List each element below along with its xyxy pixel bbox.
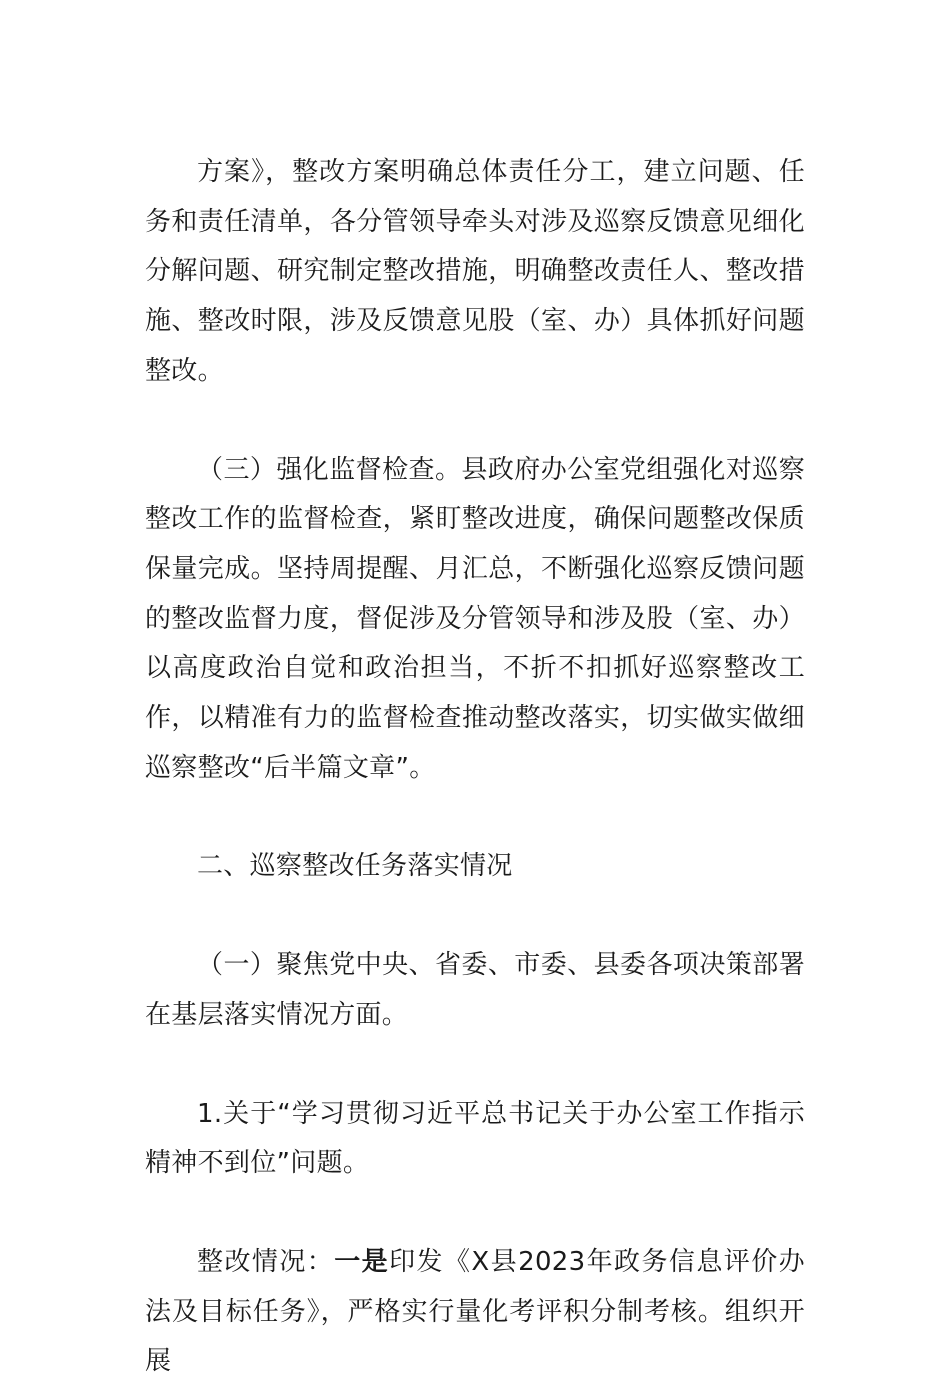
paragraph-plan-responsibility: 方案》，整改方案明确总体责任分工，建立问题、任务和责任清单，各分管领导牵头对涉及巡察反馈意见细化分解问题、研究制定整改措施，明确整改责任人、整改措施、整改时限，涉及反馈意见股（室、办）具体抓好问题整改。: [145, 157, 805, 386]
rectification-first-point: 一是: [334, 1246, 390, 1277]
rectification-text: 印发《X县2023年政务信息评价办法及目标任务》，严格实行量化考评积分制考核。组织开展: [145, 1246, 805, 1377]
rectification-lead: 整改情况：: [197, 1246, 335, 1277]
paragraph-gap: [145, 1189, 805, 1238]
paragraph-subsection-1: （一）聚焦党中央、省委、市委、县委各项决策部署在基层落实情况方面。: [145, 950, 805, 1030]
paragraph-supervision: （三）强化监督检查。县政府办公室党组强化对巡察整改工作的监督检查，紧盯整改进度，确保问题整改保质保量完成。坚持周提醒、月汇总，不断强化巡察反馈问题的整改监督力度，督促涉及分管领导和涉及股（室、办）以高度政治自觉和政治担当，不折不扣抓好巡察整改工作，以精准有力的监督检查推动整改落实，切实做实做细巡察整改“后半篇文章”。: [145, 454, 805, 783]
paragraph-gap: [145, 397, 805, 446]
section-heading: 二、巡察整改任务落实情况: [197, 851, 513, 882]
document-page: [145, 148, 805, 1387]
paragraph-issue-1: 1.关于“学习贯彻习近平总书记关于办公室工作指示精神不到位”问题。: [145, 1098, 805, 1179]
paragraph-gap: [145, 793, 805, 842]
paragraph-gap: [145, 892, 805, 941]
paragraph-gap: [145, 1041, 805, 1090]
paragraph-rectification: [145, 1238, 805, 1387]
